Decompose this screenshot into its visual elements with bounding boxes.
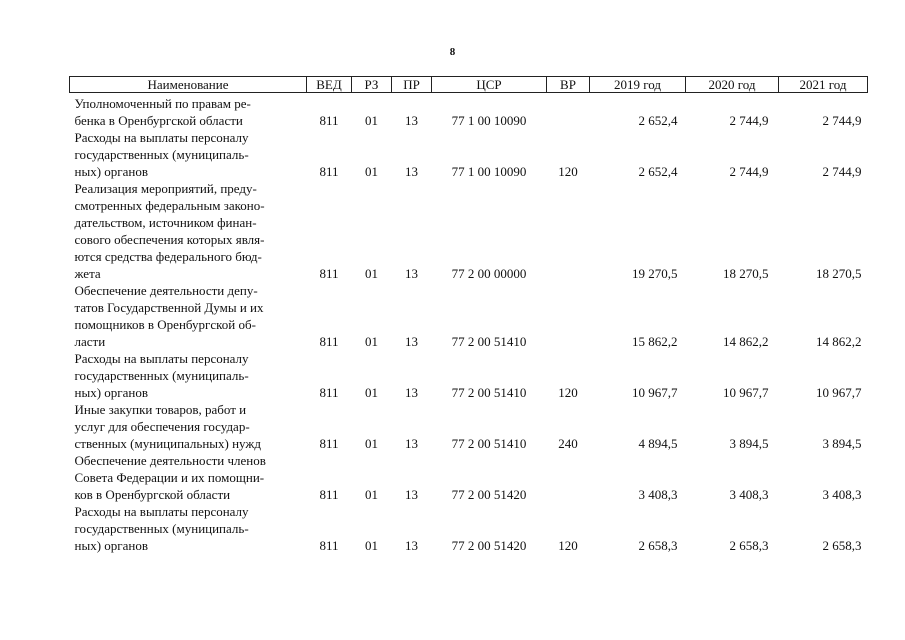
- row-2019: 2 652,4: [638, 113, 678, 128]
- table-row: [70, 452, 868, 503]
- budget-table: [69, 76, 868, 554]
- row-name: Иные закупки товаров, работ и услуг для обеспечения государ- ственных (муниципальных) нужд: [74, 402, 261, 451]
- row-vr: 120: [558, 385, 578, 400]
- row-rz: 01: [365, 487, 378, 502]
- header-pr: ПР: [392, 77, 432, 93]
- row-2019: 2 658,3: [638, 538, 678, 553]
- row-ved: 811: [319, 436, 339, 451]
- row-name: Реализация мероприятий, преду- смотренных федеральным законо- дательством, источником финан- сового обеспечения которых явля- ются средства федерального бюд- жета: [74, 181, 265, 281]
- table-header-row: [70, 77, 868, 93]
- row-pr: 13: [405, 538, 418, 553]
- table-row: [70, 282, 868, 350]
- row-name: Обеспечение деятельности депу- татов Государственной Думы и их помощников в Оренбургской об- ласти: [74, 283, 264, 349]
- table-row: [70, 350, 868, 401]
- row-csr: 77 1 00 10090: [451, 113, 527, 128]
- row-2020: 2 744,9: [729, 113, 769, 128]
- row-rz: 01: [365, 164, 378, 179]
- table-row: [70, 129, 868, 180]
- row-2020: 10 967,7: [723, 385, 769, 400]
- row-ved: 811: [319, 266, 339, 281]
- row-name: Обеспечение деятельности членов Совета Федерации и их помощни- ков в Оренбургской области: [74, 453, 266, 502]
- row-csr: 77 2 00 51420: [451, 487, 527, 502]
- row-vr: 120: [558, 164, 578, 179]
- row-2021: 3 408,3: [822, 487, 862, 502]
- header-rz: РЗ: [352, 77, 392, 93]
- row-2021: 10 967,7: [816, 385, 862, 400]
- row-csr: 77 1 00 10090: [451, 164, 527, 179]
- table-row: [70, 401, 868, 452]
- row-rz: 01: [365, 385, 378, 400]
- row-name: Расходы на выплаты персоналу государственных (муниципаль- ных) органов: [74, 504, 249, 553]
- row-ved: 811: [319, 334, 339, 349]
- row-2021: 18 270,5: [816, 266, 862, 281]
- row-csr: 77 2 00 00000: [451, 266, 527, 281]
- row-csr: 77 2 00 51410: [451, 334, 527, 349]
- row-csr: 77 2 00 51420: [451, 538, 527, 553]
- row-2019: 2 652,4: [638, 164, 678, 179]
- row-2021: 2 658,3: [822, 538, 862, 553]
- row-2019: 3 408,3: [638, 487, 678, 502]
- row-rz: 01: [365, 113, 378, 128]
- row-2019: 15 862,2: [632, 334, 678, 349]
- row-name: Расходы на выплаты персоналу государственных (муниципаль- ных) органов: [74, 130, 249, 179]
- row-rz: 01: [365, 436, 378, 451]
- row-vr: [547, 93, 590, 130]
- row-2021: 2 744,9: [822, 164, 862, 179]
- row-vr: [547, 452, 590, 503]
- header-csr: ЦСР: [432, 77, 547, 93]
- header-ved: ВЕД: [307, 77, 352, 93]
- page-number: 8: [449, 46, 456, 58]
- row-2020: 3 894,5: [729, 436, 769, 451]
- row-2019: 19 270,5: [632, 266, 678, 281]
- row-rz: 01: [365, 334, 378, 349]
- header-name: Наименование: [70, 77, 307, 93]
- row-ved: 811: [319, 164, 339, 179]
- row-2021: 14 862,2: [816, 334, 862, 349]
- row-vr: 240: [558, 436, 578, 451]
- row-2021: 2 744,9: [822, 113, 862, 128]
- row-2020: 2 744,9: [729, 164, 769, 179]
- row-csr: 77 2 00 51410: [451, 385, 527, 400]
- header-2020: 2020 год: [686, 77, 779, 93]
- row-ved: 811: [319, 113, 339, 128]
- row-name: Уполномоченный по правам ре- бенка в Оренбургской области: [74, 96, 251, 128]
- row-name: Расходы на выплаты персоналу государственных (муниципаль- ных) органов: [74, 351, 249, 400]
- row-vr: 120: [558, 538, 578, 553]
- row-2020: 18 270,5: [723, 266, 769, 281]
- row-rz: 01: [365, 266, 378, 281]
- row-2020: 14 862,2: [723, 334, 769, 349]
- table-row: [70, 503, 868, 554]
- row-2020: 3 408,3: [729, 487, 769, 502]
- row-vr: [547, 180, 590, 282]
- row-pr: 13: [405, 164, 418, 179]
- header-2021: 2021 год: [779, 77, 868, 93]
- row-2019: 10 967,7: [632, 385, 678, 400]
- row-2021: 3 894,5: [822, 436, 862, 451]
- table-row: [70, 93, 868, 130]
- row-csr: 77 2 00 51410: [451, 436, 527, 451]
- row-pr: 13: [405, 487, 418, 502]
- row-ved: 811: [319, 538, 339, 553]
- row-ved: 811: [319, 487, 339, 502]
- row-pr: 13: [405, 436, 418, 451]
- row-pr: 13: [405, 385, 418, 400]
- row-pr: 13: [405, 334, 418, 349]
- row-pr: 13: [405, 266, 418, 281]
- row-rz: 01: [365, 538, 378, 553]
- row-2020: 2 658,3: [729, 538, 769, 553]
- row-ved: 811: [319, 385, 339, 400]
- row-2019: 4 894,5: [638, 436, 678, 451]
- row-pr: 13: [405, 113, 418, 128]
- header-2019: 2019 год: [590, 77, 686, 93]
- table-row: [70, 180, 868, 282]
- header-vr: ВР: [547, 77, 590, 93]
- row-vr: [547, 282, 590, 350]
